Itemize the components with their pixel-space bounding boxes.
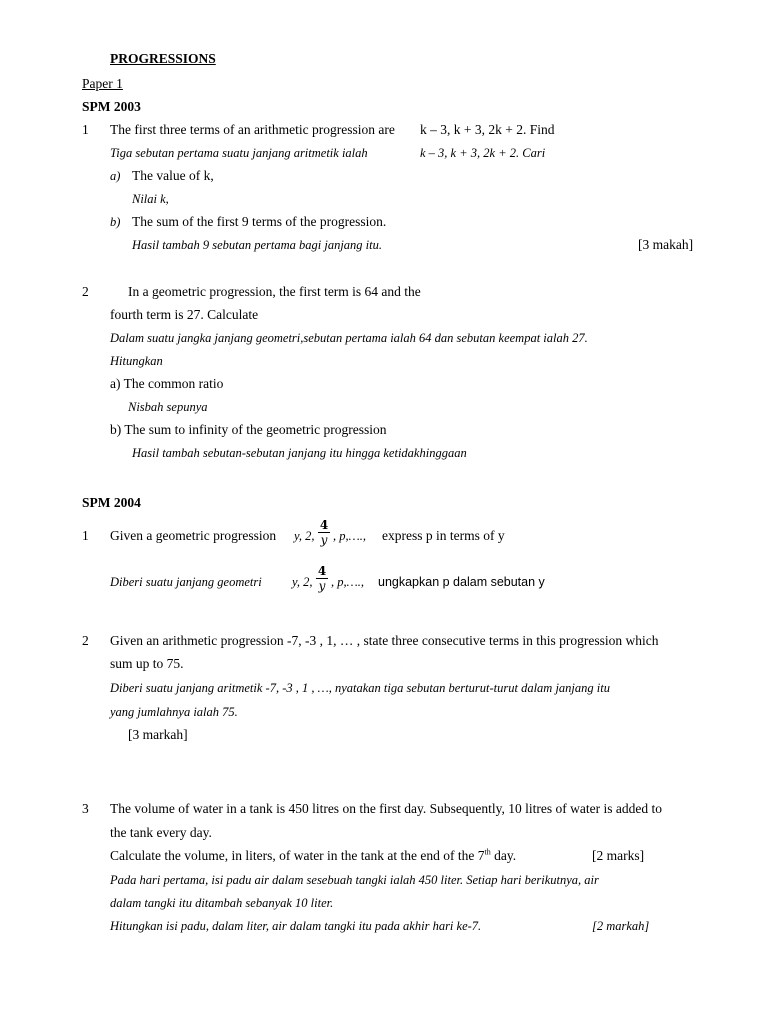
question-text-en: Given a geometric progression (110, 528, 277, 543)
part-text-ms: Hasil tambah sebutan-sebutan janjang itu hingga ketidakhinggaan (132, 446, 467, 460)
question-text-en: In a geometric progression, the first term is 64 and the (128, 284, 421, 299)
sequence-start: y, 2, (292, 575, 313, 589)
question-text-ms: ungkapkan p dalam sebutan y (378, 575, 545, 589)
fraction-numerator: 4 (317, 564, 327, 578)
fraction-numerator: 4 (319, 518, 329, 532)
marks-label: [3 makah] (638, 237, 694, 252)
question-terms-ms: k – 3, k + 3, 2k + 2. Cari (420, 146, 546, 160)
section-heading-spm2004: SPM 2004 (82, 495, 141, 510)
page-title: PROGRESSIONS (110, 51, 216, 66)
question-text-ms: Diberi suatu janjang geometri (110, 575, 262, 589)
question-number: 1 (82, 122, 89, 137)
question-text-en: express p in terms of y (382, 528, 505, 543)
question-number: 1 (82, 528, 89, 543)
part-label: b) (110, 215, 121, 229)
question-number: 2 (82, 284, 89, 299)
part-text-en: b) The sum to infinity of the geometric progression (110, 422, 387, 437)
question-text-en: Given an arithmetic progression -7, -3 , 1, … , state three consecutive terms in this progression which (110, 633, 659, 648)
superscript: th (484, 847, 491, 857)
question-text-en: sum up to 75. (110, 656, 184, 671)
fraction-four-over-y (318, 519, 330, 546)
fraction-denominator: y (320, 533, 328, 547)
part-text-ms: Nilai k, (132, 192, 169, 206)
section-heading-spm2003: SPM 2003 (82, 99, 141, 114)
question-text-ms: Dalam suatu jangka janjang geometri,sebutan pertama ialah 64 dan sebutan keempat ialah 27. (110, 331, 588, 345)
question-text-en: The first three terms of an arithmetic progression are (110, 122, 395, 137)
question-text-en (110, 848, 516, 864)
question-text-ms: dalam tangki itu ditambah sebanyak 10 liter. (110, 896, 334, 910)
part-text-ms: Hasil tambah 9 sebutan pertama bagi janjang itu. (132, 238, 382, 252)
part-text-ms: Nisbah sepunya (128, 400, 208, 414)
question-number: 3 (82, 801, 89, 816)
marks-label: [3 markah] (128, 727, 188, 742)
question-text-en: fourth term is 27. Calculate (110, 307, 259, 322)
sequence-start: y, 2, (294, 529, 315, 543)
marks-label: [2 marks] (592, 848, 645, 863)
part-text-en: a) The common ratio (110, 376, 224, 391)
marks-label: [2 markah] (592, 919, 650, 933)
fraction-denominator: y (318, 579, 326, 593)
sequence-end: , p,…., (331, 575, 364, 589)
question-text-en: the tank every day. (110, 825, 212, 840)
question-terms-en: k – 3, k + 3, 2k + 2. Find (420, 122, 555, 137)
question-number: 2 (82, 633, 89, 648)
sequence-end: , p,…., (333, 529, 366, 543)
part-text-en: The sum of the first 9 terms of the progression. (132, 214, 387, 229)
question-text-ms: yang jumlahnya ialah 75. (110, 705, 238, 719)
question-text-ms: Pada hari pertama, isi padu air dalam sesebuah tangki ialah 450 liter. Setiap hari berikutnya, air (110, 873, 599, 887)
text-segment: day. (490, 848, 517, 863)
text-segment: Calculate the volume, in liters, of water in the tank at the end of the 7 (110, 848, 485, 863)
question-text-ms: Diberi suatu janjang aritmetik -7, -3 , 1 , …, nyatakan tiga sebutan berturut-turut dalam janjang itu (110, 681, 610, 695)
paper-label: Paper 1 (82, 76, 123, 91)
question-text-ms: Tiga sebutan pertama suatu janjang aritmetik ialah (110, 146, 368, 160)
part-text-en: The value of k, (132, 168, 214, 183)
question-text-en: The volume of water in a tank is 450 litres on the first day. Subsequently, 10 litres of water is added to (110, 801, 662, 816)
question-text-ms: Hitungkan isi padu, dalam liter, air dalam tangki itu pada akhir hari ke-7. (110, 919, 482, 933)
part-label: a) (110, 169, 121, 183)
question-text-ms: Hitungkan (110, 354, 163, 368)
fraction-four-over-y (316, 565, 328, 592)
